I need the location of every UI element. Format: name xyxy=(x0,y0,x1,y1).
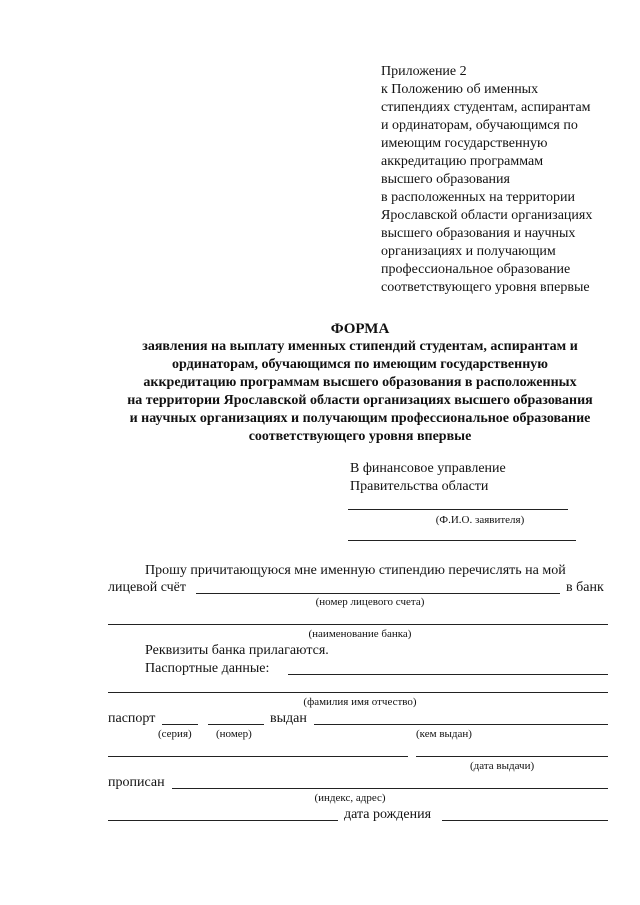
address-caption: (индекс, адрес) xyxy=(314,792,386,804)
fullname-caption: (фамилия имя отчество) xyxy=(303,696,417,708)
fio-caption: (Ф.И.О. заявителя) xyxy=(435,514,525,526)
passport-data-field[interactable] xyxy=(288,674,608,675)
appendix-line: высшего образования и научных xyxy=(381,226,576,241)
form-subtitle-line: аккредитацию программам высшего образования в расположенных xyxy=(143,375,577,390)
applicant-name-field-2[interactable] xyxy=(348,540,576,541)
appendix-line: и ординаторам, обучающимся по xyxy=(381,118,578,133)
appendix-line: соответствующего уровня впервые xyxy=(381,280,590,295)
form-subtitle-line: и научных организациях и получающим профессиональное образование xyxy=(129,411,591,426)
form-subtitle xyxy=(90,338,630,446)
account-number-field[interactable] xyxy=(196,593,560,594)
applicant-name-field[interactable] xyxy=(348,509,568,510)
issue-date-field[interactable] xyxy=(416,756,608,757)
passport-number-field[interactable] xyxy=(208,724,264,725)
bank-details-text: Реквизиты банка прилагаются. xyxy=(145,643,329,658)
bank-caption: (наименование банка) xyxy=(308,628,412,640)
request-text: Прошу причитающуюся мне именную стипендию перечислять на мой xyxy=(145,563,566,578)
appendix-line: аккредитацию программам xyxy=(381,154,544,169)
birth-date-field[interactable] xyxy=(442,820,608,821)
form-subtitle-line: на территории Ярославской области организациях высшего образования xyxy=(127,393,593,408)
appendix-line: стипендиях студентам, аспирантам xyxy=(381,100,591,115)
form-title: ФОРМА xyxy=(330,321,390,337)
account-prefix: лицевой счёт xyxy=(108,580,186,595)
address-field-2[interactable] xyxy=(108,820,338,821)
series-caption: (серия) xyxy=(158,728,192,740)
passport-data-label: Паспортные данные: xyxy=(145,661,270,676)
issued-by-field[interactable] xyxy=(314,724,608,725)
appendix-block xyxy=(381,63,621,297)
bank-name-field[interactable] xyxy=(108,624,608,625)
passport-label: паспорт xyxy=(108,711,156,726)
addressee-line-1: В финансовое управление xyxy=(350,461,506,476)
fullname-field[interactable] xyxy=(108,692,608,693)
form-heading xyxy=(90,320,630,446)
issue-date-caption: (дата выдачи) xyxy=(470,760,535,772)
account-suffix: в банк xyxy=(566,580,604,595)
appendix-line: Приложение 2 xyxy=(381,64,467,79)
issued-label: выдан xyxy=(270,711,307,726)
form-subtitle-line: соответствующего уровня впервые xyxy=(248,429,472,444)
passport-series-field[interactable] xyxy=(162,724,198,725)
account-caption: (номер лицевого счета) xyxy=(315,596,425,608)
appendix-line: в расположенных на территории xyxy=(381,190,576,205)
appendix-line: имеющим государственную xyxy=(381,136,548,151)
issued-by-caption: (кем выдан) xyxy=(416,728,472,740)
appendix-line: профессиональное образование xyxy=(381,262,571,277)
address-field[interactable] xyxy=(172,788,608,789)
addressee-line-2: Правительства области xyxy=(350,479,489,494)
issued-by-field-2[interactable] xyxy=(108,756,408,757)
appendix-line: организациях и получающим xyxy=(381,244,556,259)
number-caption: (номер) xyxy=(216,728,252,740)
form-subtitle-line: заявления на выплату именных стипендий студентам, аспирантам и xyxy=(142,339,578,354)
form-subtitle-line: ординаторам, обучающимся по имеющим государственную xyxy=(172,357,548,372)
appendix-line: к Положению об именных xyxy=(381,82,539,97)
appendix-line: Ярославской области организациях xyxy=(381,208,593,223)
registered-label: прописан xyxy=(108,775,165,790)
appendix-line: высшего образования xyxy=(381,172,510,187)
birth-date-label: дата рождения xyxy=(344,807,432,822)
